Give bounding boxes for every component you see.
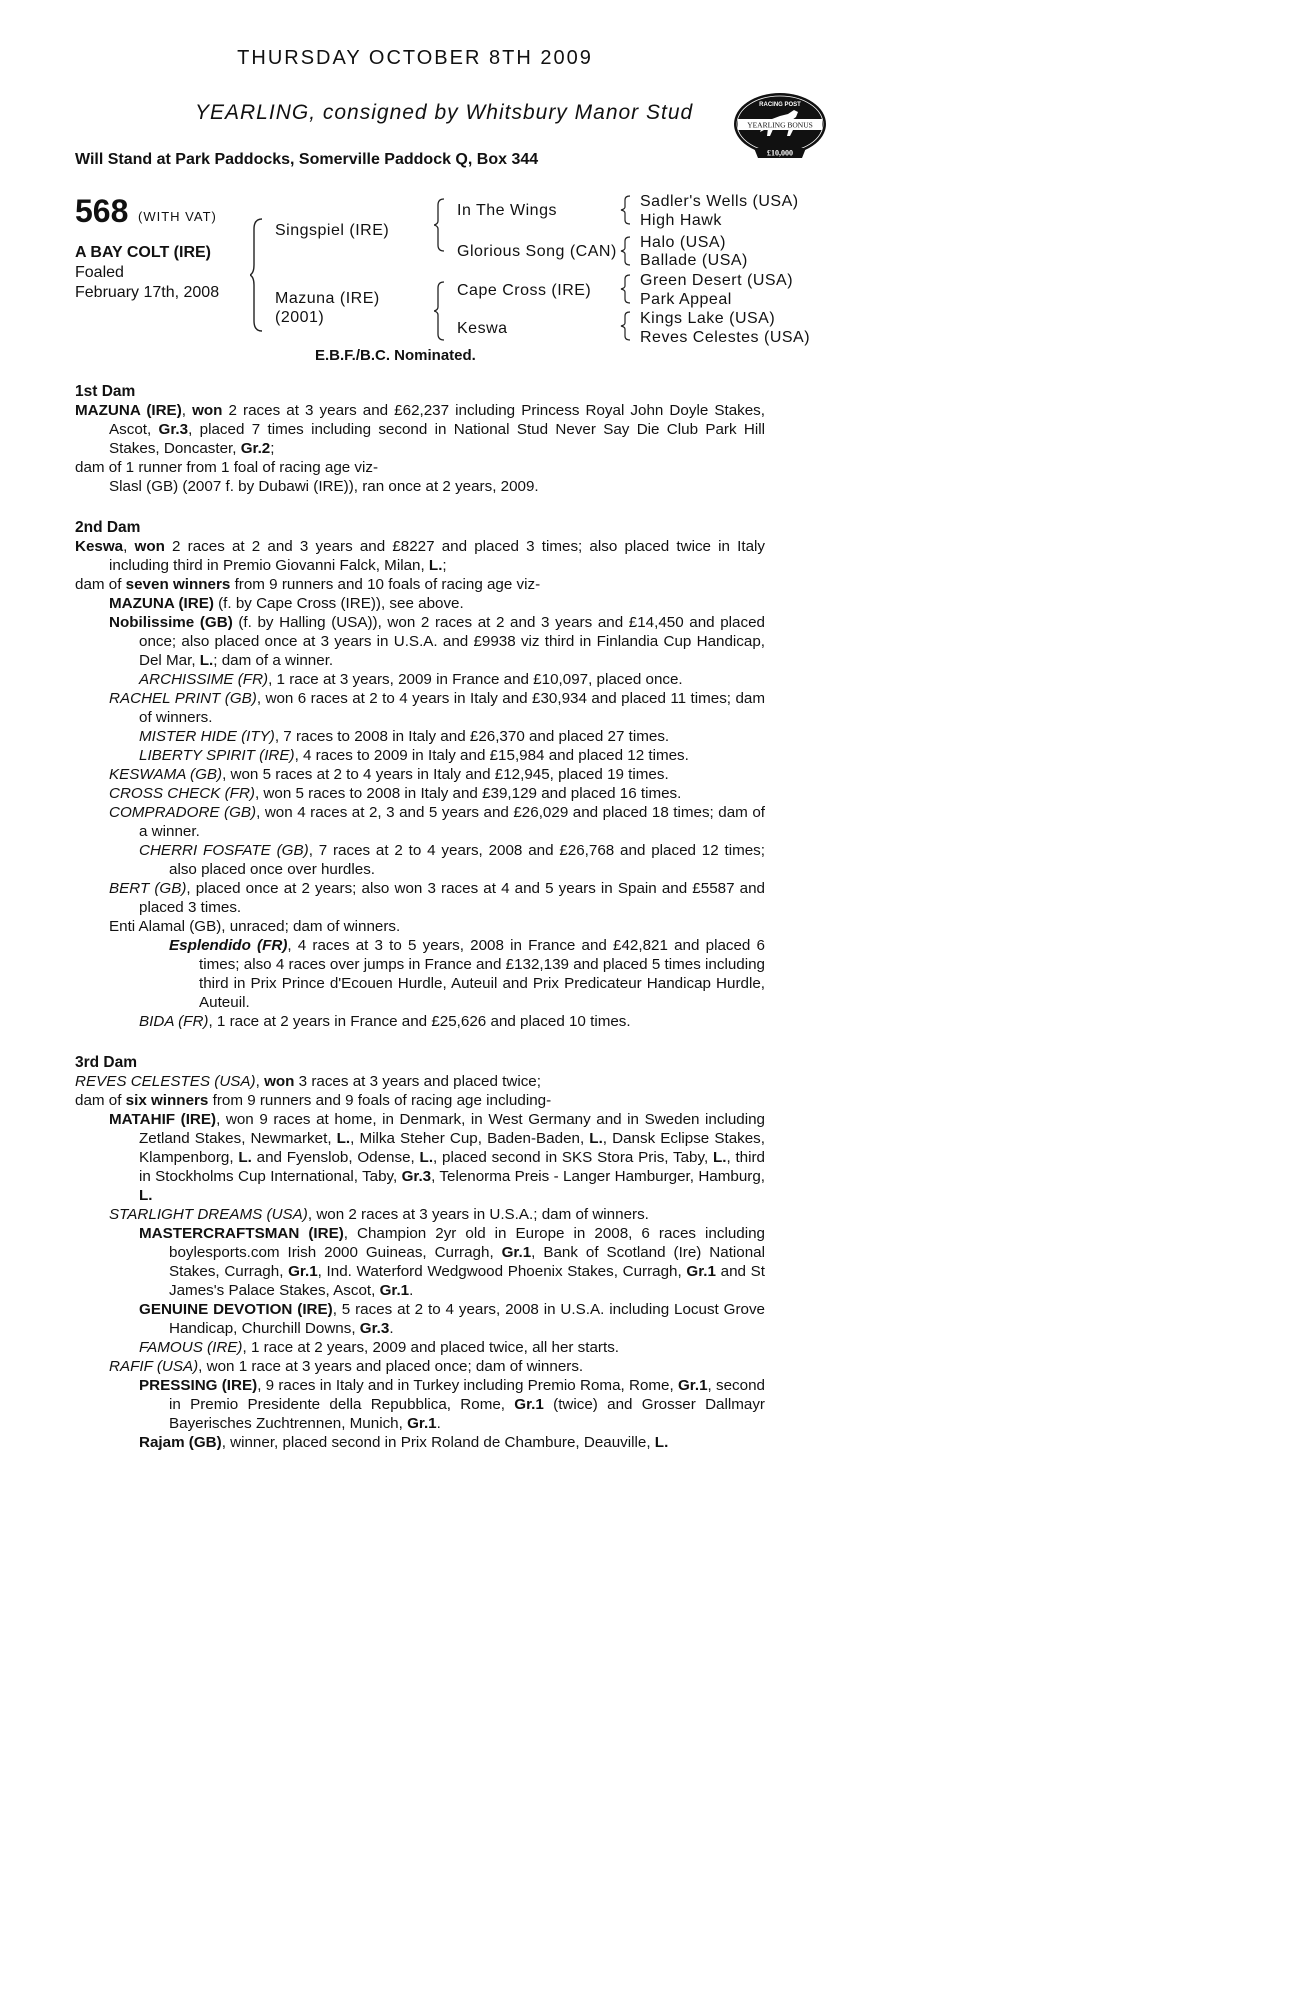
pedigree-dam: Mazuna (IRE) <box>275 290 380 307</box>
list-item: STARLIGHT DREAMS (USA), won 2 races at 3 years in U.S.A.; dam of winners. <box>109 1206 649 1223</box>
foaled-date: Foaled February 17th, 2008 <box>75 264 220 301</box>
lot-number: 568 <box>75 193 129 229</box>
list-item: MAZUNA (IRE) (f. by Cape Cross (IRE)), see above. <box>109 595 464 612</box>
badge-bonus-amount: £10,000 <box>767 148 793 158</box>
first-dam-produce: dam of 1 runner from 1 foal of racing age viz- <box>75 459 379 476</box>
pedigree-brace-ss <box>620 194 632 226</box>
pedigree-ddd: Reves Celestes (USA) <box>640 329 811 346</box>
first-dam-heading: 1st Dam <box>75 383 136 400</box>
pedigree-dss: Green Desert (USA) <box>640 272 794 289</box>
pedigree-brace-ds <box>620 273 632 305</box>
pedigree-sds: Halo (USA) <box>640 234 726 251</box>
list-item: KESWAMA (GB), won 5 races at 2 to 4 years in Italy and £12,945, placed 19 times. <box>109 766 669 783</box>
list-item: GENUINE DEVOTION (IRE), 5 races at 2 to 4 years, 2008 in U.S.A. including Locust Grove Handicap, Churchill Downs, Gr.3. <box>139 1301 765 1337</box>
list-item: FAMOUS (IRE), 1 race at 2 years, 2009 and placed twice, all her starts. <box>139 1339 620 1356</box>
pedigree-brace-sd <box>620 235 632 267</box>
third-dam-heading: 3rd Dam <box>75 1054 138 1071</box>
nomination-note: E.B.F./B.C. Nominated. <box>315 347 476 364</box>
stand-location: Will Stand at Park Paddocks, Somerville Paddock Q, Box 344 <box>75 151 539 168</box>
yearling-bonus-badge <box>730 92 830 168</box>
pedigree-brace-dam <box>434 280 446 342</box>
pedigree-brace-sire <box>434 197 446 253</box>
pedigree-dam-sire: Cape Cross (IRE) <box>457 282 592 299</box>
list-item: BERT (GB), placed once at 2 years; also won 3 races at 4 and 5 years in Spain and £5587 and placed 3 times. <box>109 880 765 916</box>
list-item: MASTERCRAFTSMAN (IRE), Champion 2yr old in Europe in 2008, 6 races including boylesports.com Irish 2000 Guineas, Curragh, Gr.1, Bank of Scotland (Ire) National Stakes, Curragh, Gr.1, Ind. Waterford Wedgwood Phoenix Stakes, Curragh, Gr.1 and St James's Palace Stakes, Ascot, Gr.1. <box>139 1225 766 1299</box>
list-item: ARCHISSIME (FR), 1 race at 3 years, 2009 in France and £10,097, placed once. <box>139 671 683 688</box>
pedigree-dam-year: (2001) <box>275 309 325 326</box>
list-item: PRESSING (IRE), 9 races in Italy and in Turkey including Premio Roma, Rome, Gr.1, second in Premio Presidente della Repubblica, Rome, Gr.1 (twice) and Grosser Dallmayr Bayerisches Zuchtrennen, Munich, Gr.1. <box>139 1377 765 1432</box>
third-dam-produce: dam of six winners from 9 runners and 9 foals of racing age including- <box>75 1092 552 1109</box>
list-item: Esplendido (FR), 4 races at 3 to 5 years, 2008 in France and £42,821 and placed 6 times; also 4 races over jumps in France and £132,139 and placed 5 times including third in Prix Prince d'Ecouen Hurdle, Auteuil and Prix Predicateur Handicap Hurdle, Auteuil. <box>169 937 765 1011</box>
first-dam-foal: Slasl (GB) (2007 f. by Dubawi (IRE)), ran once at 2 years, 2009. <box>109 478 539 495</box>
horse-description: A BAY COLT (IRE) <box>75 244 212 261</box>
pedigree-brace-main <box>250 215 264 335</box>
consignment-line: YEARLING, consigned by Whitsbury Manor Stud <box>195 101 694 124</box>
third-dam-record: REVES CELESTES (USA), won 3 races at 3 years and placed twice; <box>75 1073 541 1090</box>
pedigree-dds: Kings Lake (USA) <box>640 310 776 327</box>
list-item: CHERRI FOSFATE (GB), 7 races at 2 to 4 years, 2008 and £26,768 and placed 12 times; also placed once over hurdles. <box>139 842 765 878</box>
pedigree-sss: Sadler's Wells (USA) <box>640 193 799 210</box>
list-item: LIBERTY SPIRIT (IRE), 4 races to 2009 in Italy and £15,984 and placed 12 times. <box>139 747 689 764</box>
list-item: RAFIF (USA), won 1 race at 3 years and placed once; dam of winners. <box>109 1358 584 1375</box>
sale-date: THURSDAY OCTOBER 8TH 2009 <box>237 47 593 69</box>
pedigree-sire-dam: Glorious Song (CAN) <box>457 243 617 260</box>
list-item: COMPRADORE (GB), won 4 races at 2, 3 and 5 years and £26,029 and placed 18 times; dam of a winner. <box>109 804 765 840</box>
first-dam-name: MAZUNA (IRE) <box>75 402 182 419</box>
vat-note: (WITH VAT) <box>138 209 217 224</box>
list-item: MATAHIF (IRE), won 9 races at home, in Denmark, in West Germany and in Sweden including Zetland Stakes, Newmarket, L., Milka Steher Cup, Baden-Baden, L., Dansk Eclipse Stakes, Klampenborg, L. and Fyenslob, Odense, L., placed second in SKS Stora Pris, Taby, L., third in Stockholms Cup International, Taby, Gr.3, Telenorma Preis - Langer Hamburger, Hamburg, L. <box>109 1111 766 1204</box>
badge-top-text: RACING POST <box>759 102 801 108</box>
badge-middle-text: YEARLING BONUS <box>747 120 813 130</box>
pedigree-brace-dd <box>620 310 632 342</box>
second-dam-heading: 2nd Dam <box>75 519 141 536</box>
pedigree-sdd: Ballade (USA) <box>640 252 748 269</box>
catalogue-body <box>75 382 765 1452</box>
pedigree-dam-dam: Keswa <box>457 320 508 337</box>
pedigree-dsd: Park Appeal <box>640 291 732 308</box>
pedigree-ssd: High Hawk <box>640 212 722 229</box>
pedigree-sire-sire: In The Wings <box>457 202 557 219</box>
list-item: Rajam (GB), winner, placed second in Prix Roland de Chambure, Deauville, L. <box>139 1434 669 1451</box>
second-dam-record: Keswa, won 2 races at 2 and 3 years and £8227 and placed 3 times; also placed twice in Italy including third in Premio Giovanni Falck, Milan, L.; <box>75 538 765 574</box>
pedigree-sire: Singspiel (IRE) <box>275 222 390 239</box>
list-item: Nobilissime (GB) (f. by Halling (USA)), won 2 races at 2 and 3 years and £14,450 and placed once; also placed once at 3 years in U.S.A. and £9938 viz third in Finlandia Cup Handicap, Del Mar, L.; dam of a winner. <box>109 614 765 669</box>
list-item: RACHEL PRINT (GB), won 6 races at 2 to 4 years in Italy and £30,934 and placed 11 times; dam of winners. <box>109 690 765 726</box>
first-dam-record: MAZUNA (IRE), won 2 races at 3 years and £62,237 including Princess Royal John Doyle Stakes, Ascot, Gr.3, placed 7 times including second in National Stud Never Say Die Club Park Hill Stakes, Doncaster, Gr.2; <box>75 402 765 457</box>
list-item: BIDA (FR), 1 race at 2 years in France and £25,626 and placed 10 times. <box>139 1013 631 1030</box>
list-item: CROSS CHECK (FR), won 5 races to 2008 in Italy and £39,129 and placed 16 times. <box>109 785 682 802</box>
second-dam-produce: dam of seven winners from 9 runners and 10 foals of racing age viz- <box>75 576 541 593</box>
list-item: MISTER HIDE (ITY), 7 races to 2008 in Italy and £26,370 and placed 27 times. <box>139 728 670 745</box>
list-item: Enti Alamal (GB), unraced; dam of winners. <box>109 918 401 935</box>
